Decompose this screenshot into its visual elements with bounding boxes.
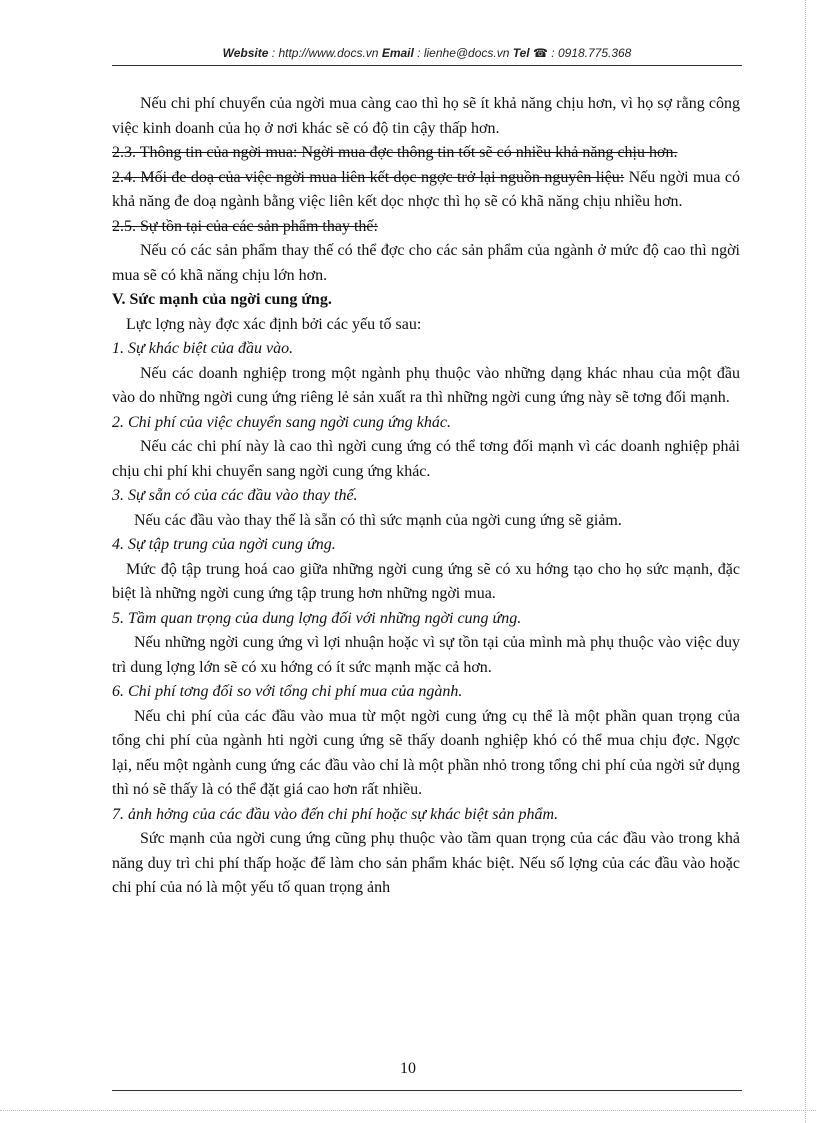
- subsection-heading: 6. Chi phí tơng đối so với tổng chi phí mua của ngành.: [112, 683, 463, 700]
- document-body: [112, 92, 740, 901]
- paragraph: Nếu chi phí của các đầu vào mua từ một ngời cung ứng cụ thể là một phần quan trọng của tổng chi phí của ngành hti ngời cung ứng sẽ thấy doanh nghiệp khó có thể mua chịu đợc. Ngợc lại, nếu một ngành cung ứng các đầu vào chỉ là một phần nhỏ trong tổng chi phí của ngời sử dụng thì nó sẽ thấy là có thể đặt giá cao hơn rất nhiều.: [112, 707, 740, 798]
- tel-label: Tel: [512, 46, 530, 60]
- paragraph: Nếu có các sản phẩm thay thế có thể đợc cho các sản phẩm của ngành ở mức độ cao thì ngời mua sẽ có khã năng chịu lớn hơn.: [112, 242, 740, 284]
- paragraph: Nếu chi phí chuyển của ngời mua càng cao thì họ sẽ ít khả năng chịu hơn, vì họ sợ rằng công việc kinh doanh của họ ở nơi khác sẽ có độ tin cậy thấp hơn.: [112, 95, 740, 137]
- paragraph: Nếu các chi phí này là cao thì ngời cung ứng có thể tơng đối mạnh vì các doanh nghiệp phải chịu chi phí khi chuyển sang ngời cung ứng khác.: [112, 438, 740, 480]
- struck-heading: 2.5. Sự tồn tại của các sản phẩm thay thế:: [112, 217, 378, 235]
- subsection-heading: 4. Sự tập trung của ngời cung ứng.: [112, 536, 336, 553]
- subsection-heading: 2. Chi phí của việc chuyển sang ngời cung ứng khác.: [112, 413, 451, 431]
- paragraph: Nếu các doanh nghiệp trong một ngành phụ thuộc vào những dạng khác nhau của một đầu vào do những ngời cung ứng riêng lẻ sản xuất ra thì những ngời cung ứng này sẽ tơng đối mạnh.: [112, 364, 740, 406]
- footer-divider: [112, 1090, 742, 1091]
- page-edge-bottom: [0, 1110, 816, 1111]
- paragraph-text: Nếu ngời mua có khả năng đe doạ ngành bằng việc liên kết dọc nhợc thì họ sẽ có khã năng chịu nhiều hơn.: [112, 168, 740, 210]
- website-value: : http://www.docs.vn: [268, 46, 382, 60]
- struck-heading: 2.3. Thông tin của ngời mua: Ngời mua đợc thông tin tốt sẽ có nhiều khả năng chịu hơn.: [112, 144, 678, 161]
- paragraph-section-heading: [112, 166, 740, 215]
- paragraph: Nếu những ngời cung ứng vì lợi nhuận hoặc vì sự tồn tại của mình mà phụ thuộc vào việc duy trì dung lợng lớn sẽ có xu hớng có ít sức mạnh mặc cả hơn.: [112, 634, 740, 676]
- tel-value: ☎ : 0918.775.368: [529, 46, 632, 60]
- subsection-heading: 3. Sự sẵn có của các đầu vào thay thế.: [112, 487, 358, 504]
- page-edge-right: [805, 0, 806, 1123]
- paragraph: Mức độ tập trung hoá cao giữa những ngời cung ứng sẽ có xu hớng tạo cho họ sức mạnh, đặc biệt là những ngời cung ứng tập trung hơn những ngời mua.: [112, 560, 740, 602]
- email-value: : lienhe@docs.vn: [413, 46, 513, 60]
- subsection-heading: 1. Sự khác biệt của đầu vào.: [112, 340, 294, 357]
- struck-heading: 2.4. Mối đe doạ của việc ngời mua liên kết dọc ngợc trở lại nguồn nguyên liệu:: [112, 168, 625, 186]
- header-divider: [112, 65, 742, 66]
- subsection-heading: 5. Tầm quan trọng của dung lợng đối với những ngời cung ứng.: [112, 609, 522, 627]
- paragraph: Sức mạnh của ngời cung ứng cũng phụ thuộc vào tầm quan trọng của các đầu vào trong khả năng duy trì chi phí thấp hoặc để làm cho sản phẩm khác biệt. Nếu số lợng của các đầu vào hoặc chi phí của nó là một yếu tố quan trọng ảnh: [112, 830, 740, 896]
- section-heading: V. Sức mạnh của ngời cung ứng.: [112, 291, 332, 308]
- subsection-heading: 7. ảnh hởng của các đầu vào đến chi phí hoặc sự khác biệt sản phẩm.: [112, 805, 559, 823]
- page-number: 10: [400, 1060, 416, 1077]
- paragraph: Nếu các đầu vào thay thế là sẵn có thì sức mạnh của ngời cung ứng sẽ giảm.: [134, 511, 622, 529]
- paragraph: Lực lợng này đợc xác định bởi các yếu tố sau:: [126, 315, 422, 333]
- page-header: [112, 46, 742, 60]
- email-label: Email: [381, 46, 414, 60]
- website-label: Website: [222, 46, 269, 60]
